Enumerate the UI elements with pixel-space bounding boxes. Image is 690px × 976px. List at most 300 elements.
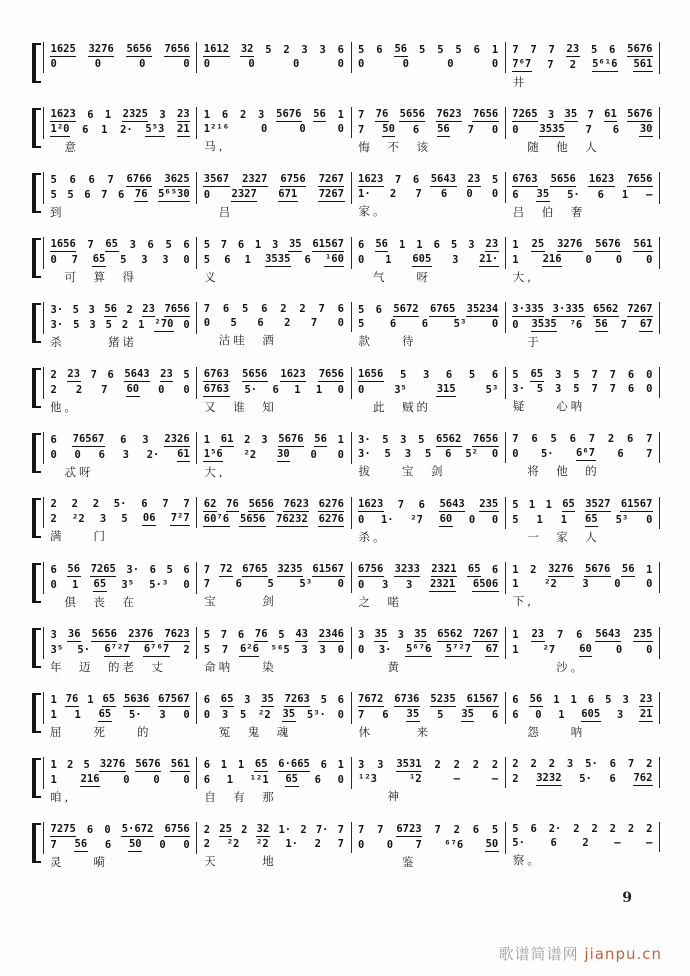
note-group: 5 [165, 239, 172, 251]
note-group: 3· [358, 434, 371, 446]
measure [506, 757, 660, 806]
note-group: 6 [612, 124, 620, 136]
lyric-line: 黄 [358, 660, 402, 674]
note-group: 5656 [550, 173, 576, 185]
measure [197, 692, 351, 741]
note-group: 23 [467, 173, 481, 185]
lyric-line: 灵 嗬 [50, 855, 108, 869]
note-group: 5676 [135, 758, 161, 770]
note-group: 2 [434, 759, 441, 771]
note-group: 5 [437, 44, 444, 56]
accomp-line [203, 382, 344, 397]
note-group: 7 [221, 644, 229, 656]
note-group: 1 [104, 109, 112, 121]
note-group: 6 [597, 189, 604, 201]
note-group: 6 [222, 303, 230, 315]
measure [43, 692, 197, 741]
note-group: 6 [569, 433, 576, 445]
melody-line [203, 237, 344, 252]
note-group: 2 [548, 758, 556, 770]
lyric-line: 杀。 [358, 530, 388, 544]
measure-notes [352, 562, 506, 594]
note-group: 5672 [393, 303, 419, 315]
note-group: 6 [147, 239, 154, 251]
note-group: 6 [50, 434, 57, 446]
note-group: 0 [512, 448, 519, 460]
note-group: 7 [512, 433, 519, 445]
note-group: 6·665 [278, 758, 310, 770]
measure [43, 627, 197, 676]
note-group: 3⁵ [394, 384, 407, 396]
system-measures [43, 42, 660, 91]
note-group: 2 [569, 59, 577, 71]
note-group: 56 [313, 108, 326, 120]
note-group: 3 [555, 383, 562, 395]
note-group: 7265 [512, 108, 538, 120]
note-group: 7 [377, 824, 384, 836]
note-group: 3 [547, 109, 555, 121]
note-group: 5· [128, 709, 142, 721]
note-group: 2 [453, 759, 460, 771]
note-group: 0 [183, 319, 190, 331]
melody-line [203, 627, 344, 642]
melody-line [203, 302, 344, 316]
note-group: 30 [639, 123, 653, 135]
note-group: 6⁶7 [576, 447, 596, 459]
lyric-line: 天 地 [204, 854, 277, 868]
melody-line [512, 627, 653, 642]
note-group: 2 [121, 319, 129, 331]
watermark-site-link[interactable]: jianpu.cn [584, 945, 662, 963]
note-group: 6276 [318, 513, 344, 525]
note-group: 6 [203, 759, 211, 771]
lyric-line: 一 家 人 [512, 530, 600, 544]
accomp-line [50, 317, 190, 332]
measure [43, 432, 197, 481]
note-group: 2321 [431, 563, 457, 575]
lyric-line: 忒呀 [50, 465, 94, 479]
measure-notes [352, 497, 506, 529]
note-group: 6765 [429, 303, 456, 315]
note-group: 3 [301, 644, 308, 656]
note-group: 5 [358, 304, 365, 316]
note-group: 2 [389, 188, 397, 200]
note-group: 76567 [72, 433, 105, 445]
note-group: ²2 [544, 578, 557, 590]
measure [506, 627, 660, 676]
note-group: 7 [107, 174, 114, 186]
note-group: 35 [374, 628, 388, 640]
measure [352, 432, 506, 481]
note-group: 7 [467, 124, 474, 136]
note-group: 0 [104, 824, 111, 836]
note-group: 72 [219, 563, 233, 575]
note-group: 56 [529, 693, 543, 705]
note-group: 6 [421, 318, 429, 330]
note-group: 0 [183, 774, 190, 786]
lyric-line: 神 [358, 789, 402, 803]
note-group: 2 [50, 513, 57, 525]
note-group: 6562 [437, 628, 463, 640]
note-group: 2327 [242, 173, 268, 185]
melody-line [50, 107, 190, 122]
note-group: 1 [72, 579, 79, 591]
system-bracket-icon [32, 173, 41, 213]
score-system [32, 497, 660, 546]
note-group: 3235 [277, 563, 303, 575]
note-group: 1 [621, 189, 629, 201]
note-group: 1 [203, 434, 211, 446]
lyric-line: 冤 鬼 魂 [204, 725, 292, 739]
note-group: 5 [73, 319, 80, 331]
note-group: 0 [248, 58, 255, 70]
melody-line [358, 107, 499, 122]
note-group: 5676 [627, 43, 653, 55]
note-group: 1 [512, 644, 519, 656]
measure-notes [506, 627, 660, 659]
note-group: 62 [203, 498, 217, 510]
note-group: 6 [257, 317, 264, 329]
note-group: 7 [512, 44, 519, 56]
note-group: 5 [382, 434, 389, 446]
note-group: 5 [121, 513, 128, 525]
measure [197, 107, 351, 156]
note-group: 23 [142, 303, 155, 315]
measure-notes [352, 822, 506, 854]
measure [43, 107, 197, 156]
note-group: 3 [358, 759, 365, 771]
note-group: – [491, 773, 499, 785]
note-group: 6 [627, 433, 634, 445]
note-group: 7 [548, 44, 555, 56]
note-group: 6 [609, 758, 616, 770]
melody-line [512, 302, 653, 317]
note-group: 5⁷²7 [445, 643, 472, 655]
lyric-line [43, 73, 197, 90]
accomp-line [203, 577, 344, 591]
note-group: 1 [294, 384, 301, 396]
note-group: 2 [203, 838, 211, 850]
measure [352, 627, 506, 676]
note-group: 5³ [485, 384, 499, 396]
note-group: 61567 [312, 238, 344, 250]
note-group: 3276 [557, 238, 583, 250]
note-group: 5 [203, 629, 211, 641]
note-group: 7 [627, 758, 635, 770]
melody-line [358, 497, 499, 512]
score-system [32, 432, 660, 481]
accomp-line [203, 447, 344, 462]
measure [506, 367, 660, 416]
note-group: 5676 [627, 108, 653, 120]
note-group: 6763 [203, 368, 230, 380]
note-group: 1· [285, 838, 299, 850]
note-group: 7623 [436, 108, 462, 120]
accomp-line [50, 772, 190, 787]
measure [506, 302, 660, 351]
note-group: 5 [384, 448, 391, 460]
note-group: 6763 [203, 383, 230, 395]
note-group: 7267 [627, 303, 653, 315]
note-group: ¹²3 [358, 773, 377, 785]
note-group: 5· [244, 384, 258, 396]
note-group: 3276 [99, 758, 126, 770]
note-group: 7 [620, 319, 627, 331]
note-group: ²7 [542, 644, 556, 656]
measure [506, 562, 660, 611]
measure-notes [506, 692, 660, 724]
note-group: 61 [604, 108, 617, 120]
note-group: 2 [530, 564, 537, 576]
accomp-line [358, 447, 499, 461]
note-group: 7 [162, 498, 169, 510]
note-group: 1⁵6 [203, 448, 223, 460]
melody-line [358, 302, 499, 317]
note-group: 7656 [472, 108, 499, 120]
lyric-line: 宝 剑 [204, 594, 277, 608]
measure [197, 757, 351, 806]
note-group: 216 [80, 773, 100, 785]
note-group: 6 [531, 433, 538, 445]
accomp-line [203, 642, 344, 657]
measure [43, 822, 197, 871]
note-group: 1 [244, 254, 251, 266]
note-group: 1625 [50, 43, 76, 55]
note-group: 5 [418, 434, 425, 446]
note-group: 61 [177, 448, 190, 460]
score-system [32, 692, 660, 741]
note-group: 3· [378, 644, 392, 656]
accomp-line [512, 317, 653, 332]
note-group: 6 [272, 384, 279, 396]
note-group: 23 [160, 368, 173, 380]
measure-notes [43, 692, 197, 724]
note-group: 1 [512, 578, 519, 590]
note-group: 1 [138, 319, 145, 331]
note-group: 2 [512, 773, 519, 785]
accomp-line [50, 122, 190, 137]
note-group: 60 [126, 383, 140, 395]
measure-notes [43, 107, 197, 139]
note-group: 7 [220, 629, 228, 641]
note-group: 0 [203, 58, 211, 70]
system-bracket-icon [32, 498, 41, 538]
note-group: 3· [50, 304, 64, 316]
note-group: 56 [437, 123, 450, 135]
note-group: ²2 [243, 449, 257, 461]
note-group: 0 [491, 514, 499, 526]
lyric-line: 满 门 [50, 529, 108, 543]
note-group: 1 [491, 44, 499, 56]
note-group: 0 [203, 189, 211, 201]
note-group: 0 [183, 254, 190, 266]
lyric-line: 悔 不 该 [358, 140, 431, 154]
watermark-site-name: 歌谱简谱网 [498, 945, 579, 963]
note-group: 5 [166, 564, 173, 576]
measure-notes [197, 107, 351, 138]
note-group: 315 [436, 383, 456, 395]
lyric-line: 鉴 [358, 855, 417, 869]
note-group: 6766 [126, 173, 152, 185]
note-group: 5 [573, 369, 580, 381]
measure [352, 42, 506, 91]
note-group: 7 [310, 317, 318, 329]
note-group: 5636 [123, 693, 150, 705]
melody-line [358, 562, 499, 577]
measure-notes [43, 237, 197, 269]
melody-line [50, 42, 190, 57]
note-group: 1 [337, 759, 344, 771]
note-group: 7 [220, 239, 228, 251]
lyric-line: 吕 [204, 205, 234, 219]
note-group: 6 [418, 499, 425, 511]
note-group: 5 [399, 369, 407, 381]
note-group: 561 [633, 58, 653, 70]
melody-line [50, 627, 190, 642]
note-group: 7 [318, 303, 325, 315]
note-group: 0 [386, 839, 394, 851]
note-group: 1623 [358, 498, 384, 510]
accomp-line [203, 57, 344, 71]
note-group: 06 [142, 512, 156, 524]
note-group: 0 [337, 317, 344, 329]
system-measures [43, 757, 660, 806]
note-group: 7656 [472, 433, 499, 445]
note-group: 5643 [595, 628, 621, 640]
note-group: 5 [265, 44, 272, 56]
note-group: 3 [88, 304, 95, 316]
note-group: 7656 [164, 303, 190, 315]
note-group: 2 [284, 317, 291, 329]
measure-notes [43, 822, 197, 854]
note-group: 5 [242, 303, 249, 315]
note-group: 1 [536, 514, 543, 526]
note-group: 0 [183, 709, 190, 721]
note-group: 2 [66, 759, 74, 771]
note-group: 35 [406, 708, 420, 720]
note-group: 35234 [466, 303, 499, 315]
measure-notes [506, 367, 660, 398]
measure [506, 172, 660, 221]
melody-line [203, 367, 344, 382]
melody-line [203, 562, 344, 577]
measure-notes [506, 562, 660, 593]
note-group: 1 [558, 709, 565, 721]
measure-notes [43, 172, 197, 204]
measure-notes [197, 302, 351, 332]
lyric-line: 年 迈 的老 丈 [50, 660, 166, 674]
note-group: 6⁷²7 [104, 643, 130, 655]
note-group: 3⁵ [121, 579, 135, 591]
accomp-line [203, 512, 344, 527]
note-group: 6 [118, 189, 125, 201]
note-group: 0 [183, 384, 190, 396]
note-group: 7²7 [170, 512, 190, 524]
note-group: 7 [530, 44, 537, 56]
note-group: ⁶⁷6 [444, 839, 464, 851]
note-group: 76 [254, 628, 268, 640]
lyric-line: 款 待 [358, 334, 417, 348]
measure-notes [506, 107, 660, 139]
note-group: 67567 [158, 693, 190, 705]
note-group: 6 [261, 303, 268, 315]
accomp-line [203, 707, 344, 722]
note-group: 6 [304, 254, 311, 266]
note-group: 60 [439, 513, 453, 525]
melody-line [358, 757, 499, 772]
note-group: 3·335 [552, 303, 585, 315]
note-group: 6 [609, 44, 616, 56]
note-group: 2346 [318, 628, 344, 640]
note-group: ¹60 [324, 253, 344, 265]
lyric-line: 到 [50, 205, 65, 219]
note-group: 3 [122, 449, 129, 461]
accomp-line [358, 122, 499, 137]
note-group: 32 [240, 43, 254, 55]
note-group: 0 [358, 58, 365, 70]
note-group: 5 [512, 514, 519, 526]
accomp-line [358, 772, 499, 786]
note-group: 0 [358, 254, 365, 266]
note-group: 0 [646, 514, 653, 526]
lyric-line: 屈 死 的 [50, 725, 152, 739]
measure-notes [197, 42, 351, 73]
system-bracket-icon [32, 823, 41, 863]
note-group: 0 [491, 448, 499, 460]
note-group: 561 [633, 238, 653, 250]
note-group: 1 [545, 499, 552, 511]
note-group: 1 [50, 759, 57, 771]
note-group: 0 [337, 774, 344, 786]
note-group: 21 [177, 123, 190, 135]
note-group: 6 [88, 174, 95, 186]
system-bracket-icon [32, 238, 41, 278]
measure-notes [352, 107, 506, 139]
measure-notes [352, 432, 506, 463]
measure-notes [352, 757, 506, 788]
note-group: 2 [314, 838, 321, 850]
note-group: 0 [337, 384, 344, 396]
note-group: 5643 [439, 498, 465, 510]
note-group: 56 [621, 563, 635, 575]
accomp-line [50, 837, 190, 852]
note-group: 1 [50, 694, 57, 706]
note-group: 2 [280, 303, 287, 315]
note-group: 76 [134, 188, 148, 200]
note-group: 5· [77, 644, 91, 656]
system-bracket-icon [32, 563, 41, 603]
score-systems [32, 42, 660, 887]
measure-notes [43, 627, 197, 659]
measure-notes [506, 237, 660, 269]
system-measures [43, 497, 660, 546]
note-group: 5656 [248, 498, 274, 510]
note-group: 3 [404, 448, 412, 460]
note-group: 6 [617, 448, 624, 460]
note-group: 3 [142, 434, 149, 446]
note-group: 5² [465, 448, 478, 460]
note-group: 0 [466, 188, 473, 200]
note-group: 2 [573, 823, 580, 835]
note-group: 6 [512, 694, 519, 706]
note-group: 3 [405, 579, 413, 591]
note-group: 2 [183, 644, 190, 656]
note-group: 7 [50, 839, 57, 851]
note-group: 50 [128, 838, 142, 850]
note-group: 6 [141, 498, 148, 510]
measure-notes [43, 757, 197, 789]
note-group: 1· [278, 824, 292, 836]
